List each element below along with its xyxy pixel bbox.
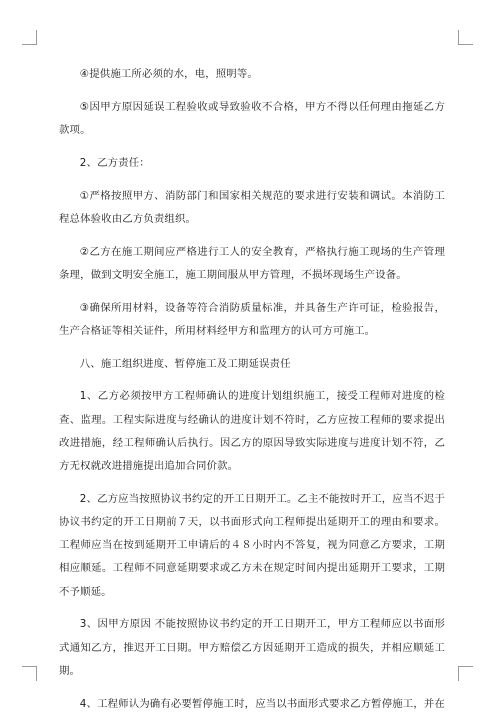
paragraph-owner-start-delay: 3、因甲方原因 不能按照协议书约定的开工日期开工，甲方工程师应以书面形式通知乙方，推迟开工日期。甲方赔偿乙方因延期开工造成的损失，并相应顺延工期。 xyxy=(59,618,445,677)
crop-mark-bottom-right xyxy=(458,666,473,681)
crop-mark-bottom-left xyxy=(22,666,37,681)
heading-schedule-section: 八、施工组织进度、暂停施工及工期延误责任 xyxy=(79,357,291,370)
document-body xyxy=(59,63,445,725)
paragraph-schedule-progress: 1、乙方必须按甲方工程师确认的进度计划组织施工，接受工程师对进度的检查、监理。工程实际进度与经确认的进度计划不符时，乙方应按工程师的要求提出改进措施，经工程师确认后执行。因乙方的原因导致实际进度与进度计划不符，乙方无权就改进措施提出追加合同价款。 xyxy=(59,390,445,472)
paragraph-safety-education: ②乙方在施工期间应严格进行工人的安全教育，严格执行施工现场的生产管理条理，做到文明安全施工，施工期间服从甲方管理，不损坏现场生产设备。 xyxy=(59,245,445,281)
paragraph-owner-delay: ⑤因甲方原因延误工程验收或导致验收不合格，甲方不得以任何理由拖延乙方款项。 xyxy=(59,100,445,136)
paragraph-install-standards: ①严格按照甲方、消防部门和国家相关规范的要求进行安装和调试。本消防工程总体验收由乙方负责组织。 xyxy=(59,189,445,225)
paragraph-provide-utilities: ④提供施工所必须的水，电，照明等。 xyxy=(79,68,258,80)
crop-mark-top-left xyxy=(22,30,37,45)
crop-mark-top-right xyxy=(458,30,473,45)
paragraph-materials-quality: ③确保所用材料，设备等符合消防质量标准，并具备生产许可证，检验报告，生产合格证等相关证件，所用材料经甲方和监理方的认可方可施工。 xyxy=(59,301,445,337)
heading-contractor-responsibilities: 2、乙方责任： xyxy=(79,156,150,169)
paragraph-start-date: 2、乙方应当按照协议书约定的开工日期开工。乙主不能按时开工，应当不迟于协议书约定的开工日期前７天，以书面形式向工程师提出延期开工的理由和要求。工程师应当在按到延期开工申请后的４８小时内不答复，视为同意乙方要求，工期相应顺延。工程师不同意延期要求或乙方未在规定时间内提出延期开工要求，工期不予顺延。 xyxy=(59,492,445,598)
paragraph-engineer-suspension: 4、工程师认为确有必要暂停施工时，应当以书面形式要求乙方暂停施工，并在 xyxy=(79,697,445,710)
